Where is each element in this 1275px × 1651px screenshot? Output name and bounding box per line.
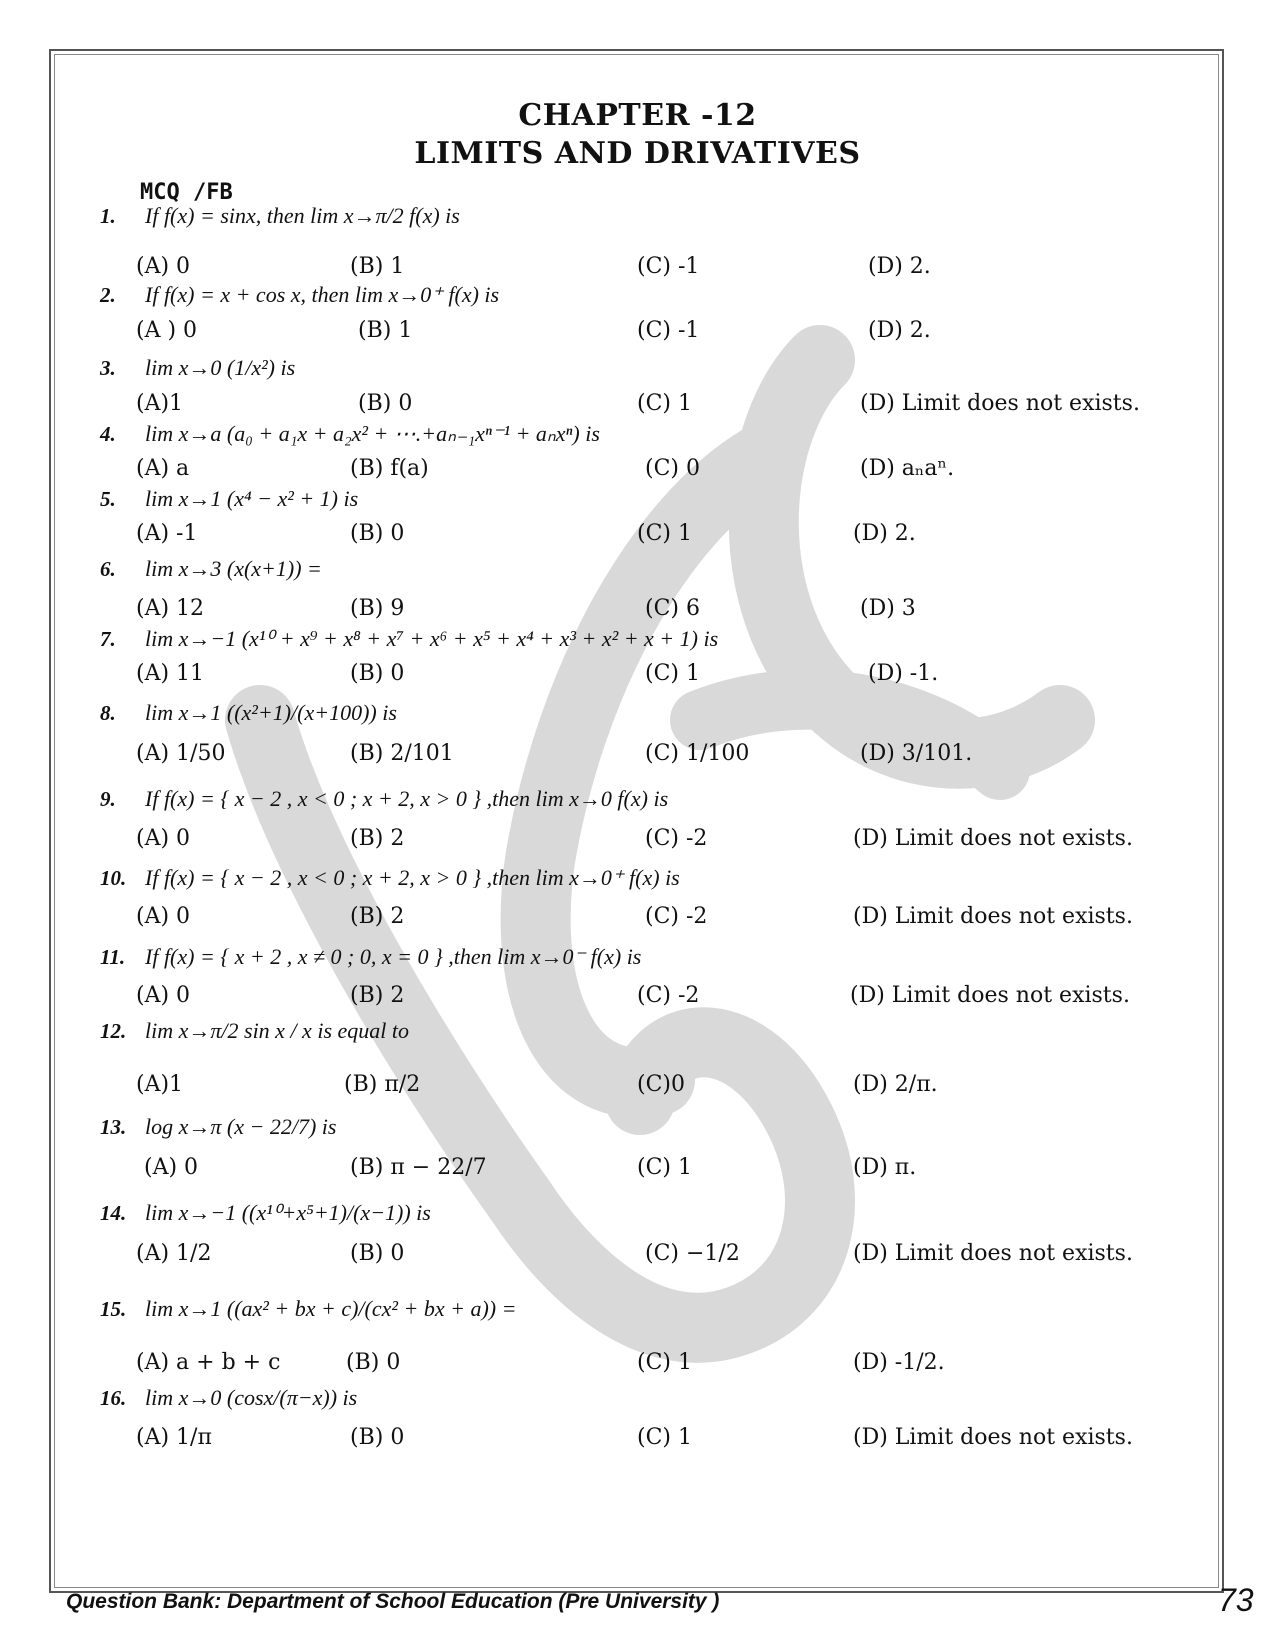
question-stem: If f(x) = x + cos x, then lim x→0⁺ f(x) is — [145, 282, 500, 307]
option-d: (D) 3/101. — [860, 741, 973, 766]
question-number: 10. — [100, 866, 127, 890]
question-stem: lim x→3 (x(x+1)) = — [145, 556, 322, 581]
question-stem: log x→π (x − 22/7) is — [145, 1114, 337, 1139]
section-label: MCQ /FB — [140, 180, 233, 205]
option-b: (B) 0 — [350, 1241, 405, 1266]
question-number: 6. — [100, 557, 116, 581]
option-c: (C) 1 — [645, 661, 700, 686]
option-d: (D) 2. — [853, 521, 916, 546]
option-a: (A) 0 — [136, 983, 191, 1008]
option-b: (B) 2/101 — [350, 741, 454, 766]
option-b: (B) 0 — [350, 521, 405, 546]
question-number: 1. — [100, 204, 116, 228]
question-14 — [100, 1200, 431, 1226]
option-d: (D) 2. — [868, 318, 931, 343]
option-c: (C) −1/2 — [645, 1241, 740, 1266]
option-b: (B) 0 — [358, 391, 413, 416]
question-number: 7. — [100, 627, 116, 651]
question-stem: If f(x) = { x − 2 , x < 0 ; x + 2, x > 0 } ,then lim x→0⁺ f(x) is — [145, 865, 680, 890]
option-d: (D) 3 — [860, 596, 916, 621]
question-number: 14. — [100, 1201, 127, 1225]
question-stem: If f(x) = { x + 2 , x ≠ 0 ; 0, x = 0 } ,then lim x→0⁻ f(x) is — [145, 944, 642, 969]
option-b: (B) 0 — [346, 1350, 401, 1375]
option-b: (B) 0 — [350, 1425, 405, 1450]
question-number: 12. — [100, 1019, 127, 1043]
option-a: (A)1 — [136, 391, 184, 416]
question-2 — [100, 282, 499, 308]
option-b: (B) 2 — [350, 826, 405, 851]
page-number: 73 — [1218, 1582, 1254, 1618]
question-4 — [100, 421, 600, 447]
question-number: 9. — [100, 787, 116, 811]
option-d: (D) -1. — [868, 661, 939, 686]
question-number: 5. — [100, 487, 116, 511]
question-stem: lim x→π/2 sin x / x is equal to — [145, 1018, 409, 1043]
question-stem: lim x→1 ((ax² + bx + c)/(cx² + bx + a)) = — [145, 1296, 517, 1321]
option-a: (A) -1 — [136, 521, 198, 546]
option-c: (C) -1 — [637, 318, 700, 343]
option-d: (D) Limit does not exists. — [853, 1241, 1133, 1266]
option-c: (C) -2 — [637, 983, 700, 1008]
footer-text: Question Bank: Department of School Education (Pre University ) — [66, 1590, 720, 1613]
option-c: (C) 1 — [637, 1425, 692, 1450]
question-number: 3. — [100, 356, 116, 380]
question-stem: If f(x) = sinx, then lim x→π/2 f(x) is — [145, 203, 460, 228]
question-stem: lim x→0 (1/x²) is — [145, 355, 296, 380]
question-number: 4. — [100, 422, 116, 446]
question-number: 11. — [100, 945, 126, 969]
option-a: (A) 1/50 — [136, 741, 226, 766]
option-a: (A) 1/π — [136, 1425, 212, 1450]
question-stem: lim x→0 (cosx/(π−x)) is — [145, 1385, 358, 1410]
option-a: (A) 0 — [144, 1155, 199, 1180]
chapter-heading: CHAPTER -12 — [518, 98, 757, 133]
option-a: (A) 1/2 — [136, 1241, 212, 1266]
question-stem: lim x→1 ((x²+1)/(x+100)) is — [145, 700, 397, 725]
option-b: (B) 2 — [350, 904, 405, 929]
option-c: (C) 1 — [637, 521, 692, 546]
option-a: (A) a + b + c — [136, 1350, 281, 1375]
question-9 — [100, 786, 668, 812]
question-stem: lim x→a (a₀ + a₁x + a₂x² + ⋯.+aₙ₋₁xⁿ⁻¹ + aₙxⁿ) is — [145, 421, 600, 446]
option-d: (D) Limit does not exists. — [850, 983, 1130, 1008]
option-d: (D) Limit does not exists. — [853, 826, 1133, 851]
option-d: (D) 2/π. — [853, 1072, 938, 1097]
option-b: (B) 2 — [350, 983, 405, 1008]
question-number: 15. — [100, 1297, 127, 1321]
option-c: (C) 0 — [645, 456, 700, 481]
option-a: (A) 12 — [136, 596, 205, 621]
question-number: 8. — [100, 701, 116, 725]
option-d: (D) π. — [853, 1155, 917, 1180]
option-b: (B) π − 22/7 — [350, 1155, 487, 1180]
question-16 — [100, 1385, 357, 1411]
option-d: (D) Limit does not exists. — [860, 391, 1140, 416]
option-b: (B) f(a) — [350, 456, 429, 481]
question-1 — [100, 203, 460, 229]
option-a: (A) 0 — [136, 254, 191, 279]
option-b: (B) 1 — [350, 254, 405, 279]
option-c: (C) 1 — [637, 1155, 692, 1180]
option-c: (C) 1 — [637, 1350, 692, 1375]
question-number: 16. — [100, 1386, 127, 1410]
question-stem: If f(x) = { x − 2 , x < 0 ; x + 2, x > 0 } ,then lim x→0 f(x) is — [145, 786, 669, 811]
option-a: (A) 0 — [136, 904, 191, 929]
option-d: (D) 2. — [868, 254, 931, 279]
option-d: (D) aₙaⁿ. — [860, 456, 955, 481]
question-5 — [100, 486, 358, 512]
option-c: (C) -2 — [645, 904, 708, 929]
question-12 — [100, 1018, 409, 1044]
question-stem: lim x→−1 (x¹⁰ + x⁹ + x⁸ + x⁷ + x⁶ + x⁵ + x⁴ + x³ + x² + x + 1) is — [145, 626, 719, 651]
question-number: 13. — [100, 1115, 127, 1139]
question-stem: lim x→−1 ((x¹⁰+x⁵+1)/(x−1)) is — [145, 1200, 431, 1225]
option-c: (C)0 — [637, 1072, 685, 1097]
option-d: (D) -1/2. — [853, 1350, 945, 1375]
option-a: (A) a — [136, 456, 190, 481]
option-c: (C) 6 — [645, 596, 700, 621]
option-b: (B) 0 — [350, 661, 405, 686]
option-a: (A ) 0 — [136, 318, 198, 343]
question-3 — [100, 355, 295, 381]
question-13 — [100, 1114, 336, 1140]
question-8 — [100, 700, 397, 726]
option-c: (C) 1 — [637, 391, 692, 416]
question-15 — [100, 1296, 516, 1322]
question-number: 2. — [100, 283, 116, 307]
option-b: (B) 1 — [358, 318, 413, 343]
option-a: (A) 0 — [136, 826, 191, 851]
option-b: (B) 9 — [350, 596, 405, 621]
option-a: (A) 11 — [136, 661, 205, 686]
option-d: (D) Limit does not exists. — [853, 1425, 1133, 1450]
question-stem: lim x→1 (x⁴ − x² + 1) is — [145, 486, 359, 511]
option-c: (C) -2 — [645, 826, 708, 851]
option-b: (B) π/2 — [344, 1072, 421, 1097]
option-c: (C) -1 — [637, 254, 700, 279]
question-11 — [100, 944, 641, 970]
chapter-title: LIMITS AND DRIVATIVES — [414, 136, 861, 171]
question-10 — [100, 865, 680, 891]
option-a: (A)1 — [136, 1072, 184, 1097]
option-d: (D) Limit does not exists. — [853, 904, 1133, 929]
question-6 — [100, 556, 322, 582]
question-7 — [100, 626, 718, 652]
option-c: (C) 1/100 — [645, 741, 750, 766]
